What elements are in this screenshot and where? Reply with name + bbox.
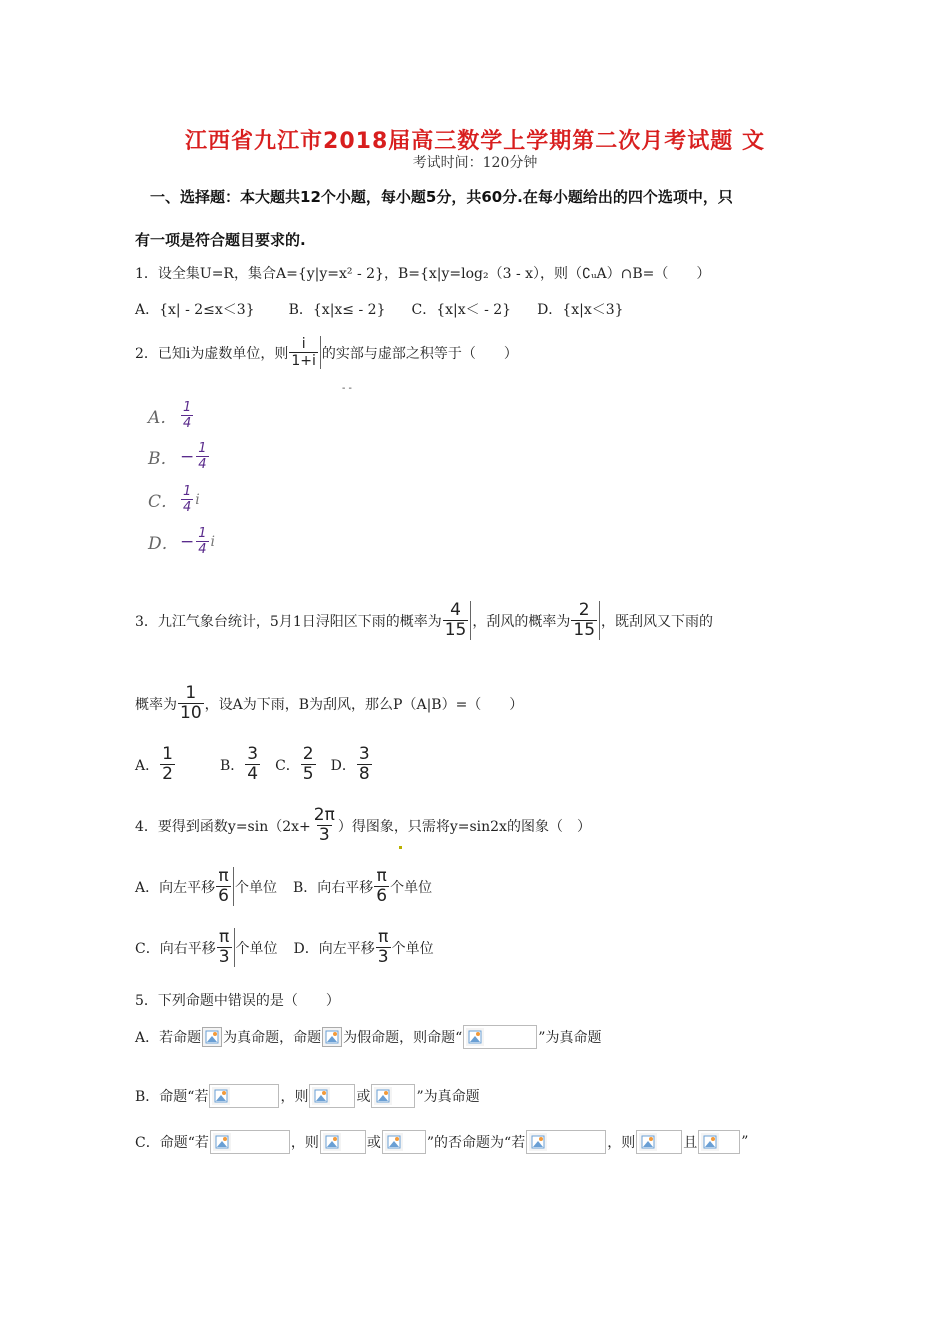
q5-b-text-4: ”为真命题: [416, 1089, 480, 1105]
q3-a-num: 1: [162, 744, 173, 764]
q3-option-b-label: B．: [219, 757, 245, 774]
q3-d-num: 3: [358, 744, 370, 764]
q3-text-2: ，刮风的概率为: [472, 613, 571, 630]
q4-option-c-label: C．向右平移: [135, 940, 216, 957]
broken-image-box: [209, 1084, 279, 1108]
q2-b-den: 4: [198, 457, 207, 472]
q2-option-d: [148, 526, 215, 557]
q4-option-d-unit: 个单位: [391, 940, 434, 957]
q2-option-c: [148, 484, 200, 515]
q4-option-b-frac: [374, 867, 389, 906]
q4-option-b-label: B．向右平移: [292, 879, 374, 896]
section-heading-line2: 有一项是符合题目要求的.: [135, 231, 306, 249]
q3-f3-num: 1: [185, 683, 197, 703]
broken-image-icon: [529, 1133, 547, 1151]
q4-option-c-unit: 个单位: [235, 940, 278, 957]
broken-image-box: [463, 1025, 537, 1049]
q3-option-c-label: C．: [275, 757, 300, 774]
q3-d-den: 8: [358, 764, 370, 784]
q2-frac-den: 1+i: [291, 353, 316, 369]
q3-option-a-label: A．: [135, 757, 160, 774]
question-1-stem: 1．设全集U=R，集合A={y|y=x² - 2}，B={x|y=log₂（3 - x），则（∁ᵤA）∩B=（ ）: [135, 266, 711, 282]
q4-option-b-unit: 个单位: [390, 879, 433, 896]
q3-f1-den: 15: [444, 620, 467, 640]
q2-option-a-label: A．: [148, 408, 178, 428]
q5-c-text-7: ”: [741, 1134, 749, 1150]
q3-frac-wind: [571, 601, 600, 640]
q3-a-den: 2: [162, 764, 173, 784]
q3-option-c-frac: [301, 745, 316, 784]
q3-c-den: 5: [302, 764, 314, 784]
broken-image-icon: [212, 1087, 230, 1105]
broken-image-icon: [312, 1087, 330, 1105]
question-3-options: [135, 745, 373, 784]
q3-option-a-frac: [160, 745, 175, 784]
broken-image-box: [371, 1084, 415, 1108]
q2-d-den: 4: [198, 542, 207, 557]
broken-image-icon: [323, 1133, 341, 1151]
q2-option-a-frac: [181, 400, 193, 431]
q2-option-c-suffix: i: [195, 491, 200, 508]
q2-option-a: [148, 400, 194, 431]
q2-option-d-frac: [196, 526, 208, 557]
q3-option-d-label: D．: [330, 757, 356, 774]
q2-option-c-frac: [181, 484, 193, 515]
q2-d-num: 1: [198, 526, 207, 541]
broken-image-box: [382, 1130, 426, 1154]
q5-c-text-6: 且: [683, 1135, 698, 1151]
q3-f2-num: 2: [578, 600, 590, 620]
section-heading-line1: 一、选择题：本大题共12个小题，每小题5分，共60分.在每小题给出的四个选项中，只: [150, 188, 733, 206]
q2-option-c-label: C．: [148, 492, 179, 512]
q5-b-text-3: 或: [356, 1089, 371, 1105]
q4-fraction: [312, 806, 337, 845]
q5-a-text-1: A．若命题: [135, 1030, 202, 1046]
q4-option-c-frac: [217, 928, 235, 967]
q2-c-num: 1: [183, 484, 192, 499]
broken-image-box: [210, 1130, 290, 1154]
broken-image-box: [309, 1084, 355, 1108]
stray-dot: [399, 846, 402, 849]
q2-fraction: [289, 336, 321, 369]
q5-b-text-2: ，则: [280, 1089, 309, 1105]
q3-text-1: 3．九江气象台统计，5月1日浔阳区下雨的概率为: [135, 613, 442, 630]
q5-c-text-4: ”的否命题为“若: [426, 1135, 526, 1151]
broken-image-box: [320, 1130, 366, 1154]
q3-f2-den: 15: [573, 620, 596, 640]
q2-c-den: 4: [183, 500, 192, 515]
broken-image-icon: [202, 1027, 222, 1047]
q4-a-den: 6: [218, 886, 229, 906]
q3-text-3: ，既刮风又下雨的: [601, 613, 714, 630]
question-4-options-ab: [135, 867, 432, 906]
q4-text-1: 4．要得到函数y=sin（2x+: [135, 818, 311, 835]
q5-c-text-1: C．命题“若: [135, 1135, 209, 1151]
q3-b-num: 3: [247, 744, 259, 764]
q4-a-num: π: [218, 866, 229, 886]
q1-option-b: B．{x|x≤ - 2}: [288, 302, 386, 318]
q4-option-d-label: D．向左平移: [293, 940, 375, 957]
q2-b-num: 1: [198, 441, 207, 456]
q4-d-den: 3: [377, 947, 389, 967]
q2-option-b: [148, 441, 210, 472]
q2-stem-pre: 2．已知i为虚数单位，则: [135, 345, 289, 362]
broken-image-icon: [385, 1133, 403, 1151]
question-1-options: [135, 299, 624, 319]
q3-option-b-frac: [245, 745, 260, 784]
broken-image-icon: [322, 1027, 342, 1047]
page-title: 江西省九江市2018届高三数学上学期第二次月考试题 文: [185, 129, 765, 154]
question-5-stem: 5．下列命题中错误的是（ ）: [135, 993, 340, 1009]
q3-option-d-frac: [357, 745, 372, 784]
q4-frac-den: 3: [318, 825, 330, 845]
question-3-stem-line1: [135, 601, 713, 640]
question-2-stem: [135, 336, 518, 369]
q4-c-den: 3: [218, 947, 230, 967]
q2-option-d-sign: −: [180, 531, 195, 552]
q3-frac-both: [178, 684, 204, 723]
question-3-stem-line2: [135, 684, 523, 723]
broken-image-box: [526, 1130, 606, 1154]
broken-image-box: [698, 1130, 740, 1154]
q5-option-c: [135, 1130, 748, 1154]
broken-image-icon: [466, 1028, 484, 1046]
q2-stray-mark: - -: [342, 383, 352, 394]
q3-text-5: ，设A为下雨，B为刮风，那么P（A|B）=（ ）: [204, 696, 524, 713]
q5-a-text-3: 为假命题，则命题“: [343, 1030, 463, 1046]
broken-image-icon: [701, 1133, 719, 1151]
q5-option-b: [135, 1084, 480, 1108]
q4-option-d-frac: [376, 928, 391, 967]
q5-option-a: [135, 1025, 601, 1049]
q2-a-den: 4: [183, 416, 192, 431]
q3-f3-den: 10: [180, 703, 202, 723]
q2-option-d-suffix: i: [210, 533, 216, 550]
q2-option-b-frac: [196, 441, 208, 472]
q4-option-a-unit: 个单位: [234, 879, 277, 896]
q4-frac-num: 2π: [313, 805, 335, 825]
q2-option-b-sign: −: [180, 446, 195, 467]
q4-d-num: π: [378, 927, 389, 947]
exam-time: 考试时间：120分钟: [412, 155, 538, 171]
q2-frac-num: i: [301, 336, 306, 352]
q5-c-text-5: ，则: [607, 1135, 636, 1151]
q2-a-num: 1: [183, 400, 192, 415]
q4-option-a-label: A．向左平移: [135, 879, 216, 896]
q4-c-num: π: [219, 927, 230, 947]
broken-image-icon: [639, 1133, 657, 1151]
q1-option-d: D．{x|x＜3}: [537, 302, 624, 318]
q5-a-text-2: 为真命题，命题: [223, 1030, 322, 1046]
q2-stem-post: 的实部与虚部之积等于（ ）: [321, 345, 518, 362]
q1-option-a: A．{x| - 2≤x＜3}: [135, 302, 255, 318]
q2-option-b-label: B．: [148, 449, 178, 469]
q3-f1-num: 4: [450, 600, 461, 620]
q3-c-num: 2: [302, 744, 314, 764]
q1-option-c: C．{x|x＜ - 2}: [411, 302, 512, 318]
q2-option-d-label: D．: [148, 534, 179, 554]
q3-text-4: 概率为: [135, 696, 177, 713]
q5-b-text-1: B．命题“若: [135, 1089, 209, 1105]
q4-b-num: π: [376, 866, 387, 886]
q3-b-den: 4: [247, 764, 259, 784]
question-4-stem: [135, 806, 591, 845]
q5-c-text-2: ，则: [290, 1135, 319, 1151]
broken-image-box: [636, 1130, 682, 1154]
broken-image-icon: [374, 1087, 392, 1105]
broken-image-icon: [213, 1133, 231, 1151]
q5-a-text-4: ”为真命题: [538, 1030, 602, 1046]
q3-frac-rain: [443, 601, 472, 640]
q4-text-2: ）得图象，只需将y=sin2x的图象（ ）: [337, 818, 591, 835]
question-4-options-cd: [135, 928, 434, 967]
q4-option-a-frac: [216, 867, 234, 906]
q5-c-text-3: 或: [366, 1135, 381, 1151]
q4-b-den: 6: [376, 886, 388, 906]
